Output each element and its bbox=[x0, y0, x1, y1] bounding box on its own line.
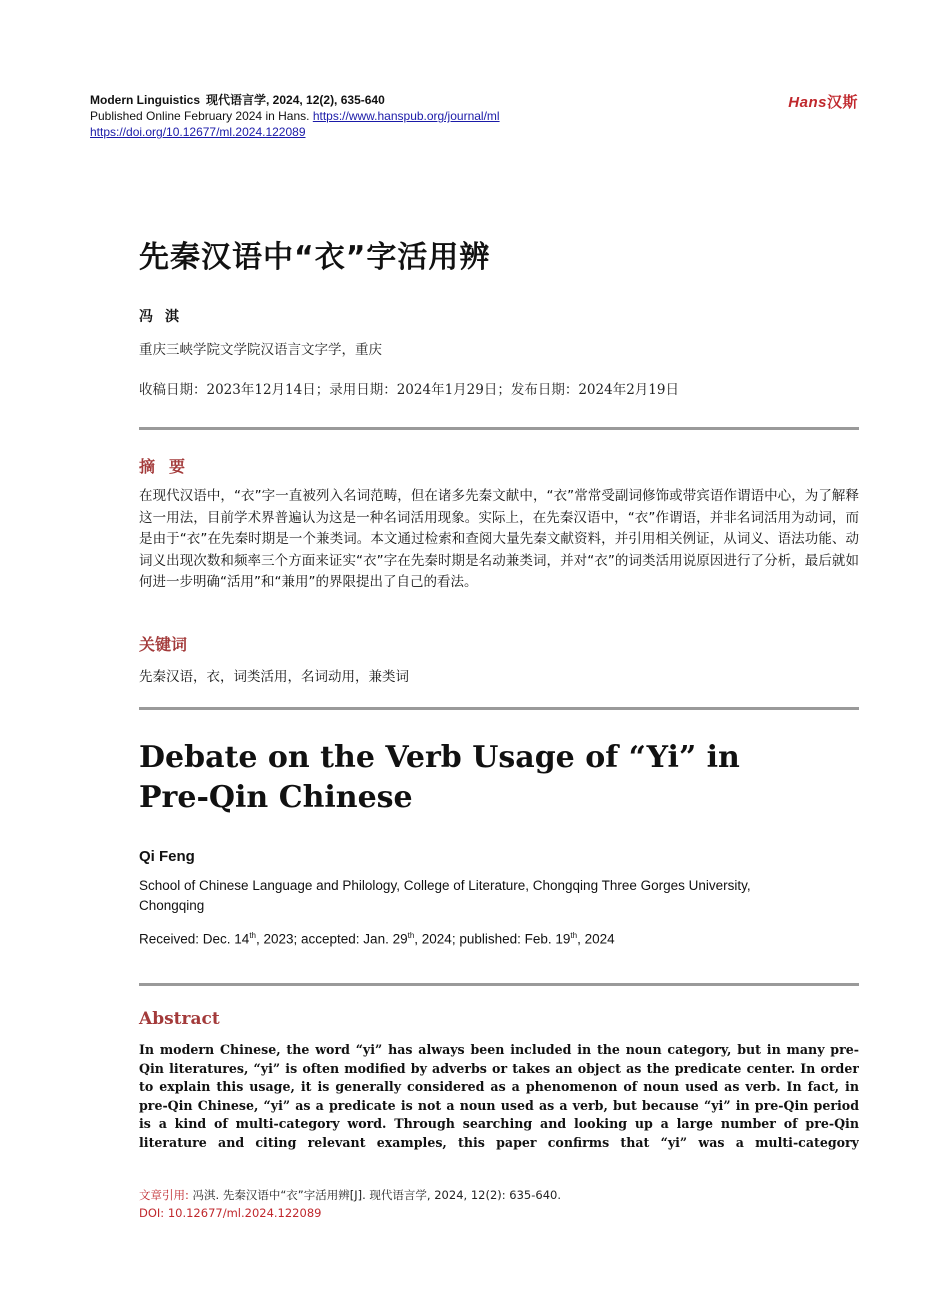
cn-keywords-heading: 关键词 bbox=[139, 635, 188, 654]
en-abstract: In modern Chinese, the word “yi” has always been included in the noun category, but in many pre-Qin literatures, “yi” is often modified by adverbs or takes an object as the predicate center. In order to explain this usage, it is generally considered as a phenomenon of noun used as verb. In fact, in pre-Qin Chinese, “yi” as a predicate is not a noun used as a verb, but because “yi” in pre-Qin period is a kind of multi-category word. Through searching and looking up a large number of pre-Qin literature and citing relevant examples, this paper confirms that “yi” was a multi-category bbox=[139, 1042, 859, 1150]
citation-label: 文章引用: bbox=[139, 1188, 189, 1202]
citation-doi: DOI: 10.12677/ml.2024.122089 bbox=[139, 1206, 322, 1220]
cn-affiliation: 重庆三峡学院文学院汉语言文字学，重庆 bbox=[139, 342, 382, 358]
en-dates bbox=[139, 931, 859, 947]
ordinal-suffix: th bbox=[249, 931, 256, 940]
cn-abstract-heading: 摘要 bbox=[139, 457, 200, 476]
cn-title: 先秦汉语中“衣”字活用辨 bbox=[139, 240, 491, 275]
citation-footer bbox=[139, 1186, 561, 1222]
en-affiliation: School of Chinese Language and Philology, College of Literature, Chongqing Three Gorges University, Chongqing bbox=[139, 878, 751, 913]
cn-author: 冯淇 bbox=[139, 309, 191, 325]
journal-header bbox=[90, 92, 500, 140]
cn-keywords: 先秦汉语，衣，词类活用，名词动用，兼类词 bbox=[139, 669, 409, 685]
published-year: , 2024 bbox=[577, 931, 615, 947]
published-date: , 2024; published: Feb. 19 bbox=[414, 931, 571, 947]
journal-link[interactable]: https://www.hanspub.org/journal/ml bbox=[312, 109, 500, 123]
divider bbox=[139, 707, 859, 710]
logo-en: Hans bbox=[788, 94, 827, 111]
ordinal-suffix: th bbox=[407, 931, 415, 940]
en-author: Qi Feng bbox=[139, 848, 195, 865]
en-abstract-heading: Abstract bbox=[139, 1009, 220, 1029]
received-date: Received: Dec. 14 bbox=[139, 931, 250, 947]
journal-issue: 现代语言学, 2024, 12(2), 635-640 bbox=[206, 93, 385, 107]
publish-line bbox=[90, 108, 500, 124]
journal-line bbox=[90, 92, 500, 108]
en-title: Debate on the Verb Usage of “Yi” in Pre-Qin Chinese bbox=[139, 740, 740, 815]
citation-text: 冯淇. 先秦汉语中“衣”字活用辨[J]. 现代语言学, 2024, 12(2): 635-640. bbox=[192, 1188, 561, 1202]
accepted-date: , 2023; accepted: Jan. 29 bbox=[255, 931, 408, 947]
divider bbox=[139, 983, 859, 986]
journal-name: Modern Linguistics bbox=[90, 93, 201, 107]
cn-abstract: 在现代汉语中，“衣”字一直被列入名词范畴，但在诸多先秦文献中，“衣”常常受副词修饰或带宾语作谓语中心，为了解释这一用法，目前学术界普遍认为这是一种名词活用现象。实际上，在先秦汉语中，“衣”作谓语，并非名词活用为动词，而是由于“衣”在先秦时期是一个兼类词。本文通过检索和查阅大量先秦文献资料，并引用相关例证，从词义、语法功能、动词义出现次数和频率三个方面来证实“衣”字在先秦时期是名动兼类词，并对“衣”的词类活用说原因进行了分析，最后就如何进一步明确“活用”和“兼用”的界限提出了自己的看法。 bbox=[139, 488, 859, 590]
cn-dates: 收稿日期：2023年12月14日；录用日期：2024年1月29日；发布日期：2024年2月19日 bbox=[139, 382, 679, 398]
published-text: Published Online February 2024 in Hans. bbox=[90, 109, 310, 123]
logo-cn: 汉斯 bbox=[826, 94, 858, 111]
ordinal-suffix: th bbox=[570, 931, 578, 940]
hans-logo bbox=[788, 91, 858, 112]
divider bbox=[139, 427, 859, 430]
doi-link[interactable]: https://doi.org/10.12677/ml.2024.122089 bbox=[90, 125, 306, 139]
